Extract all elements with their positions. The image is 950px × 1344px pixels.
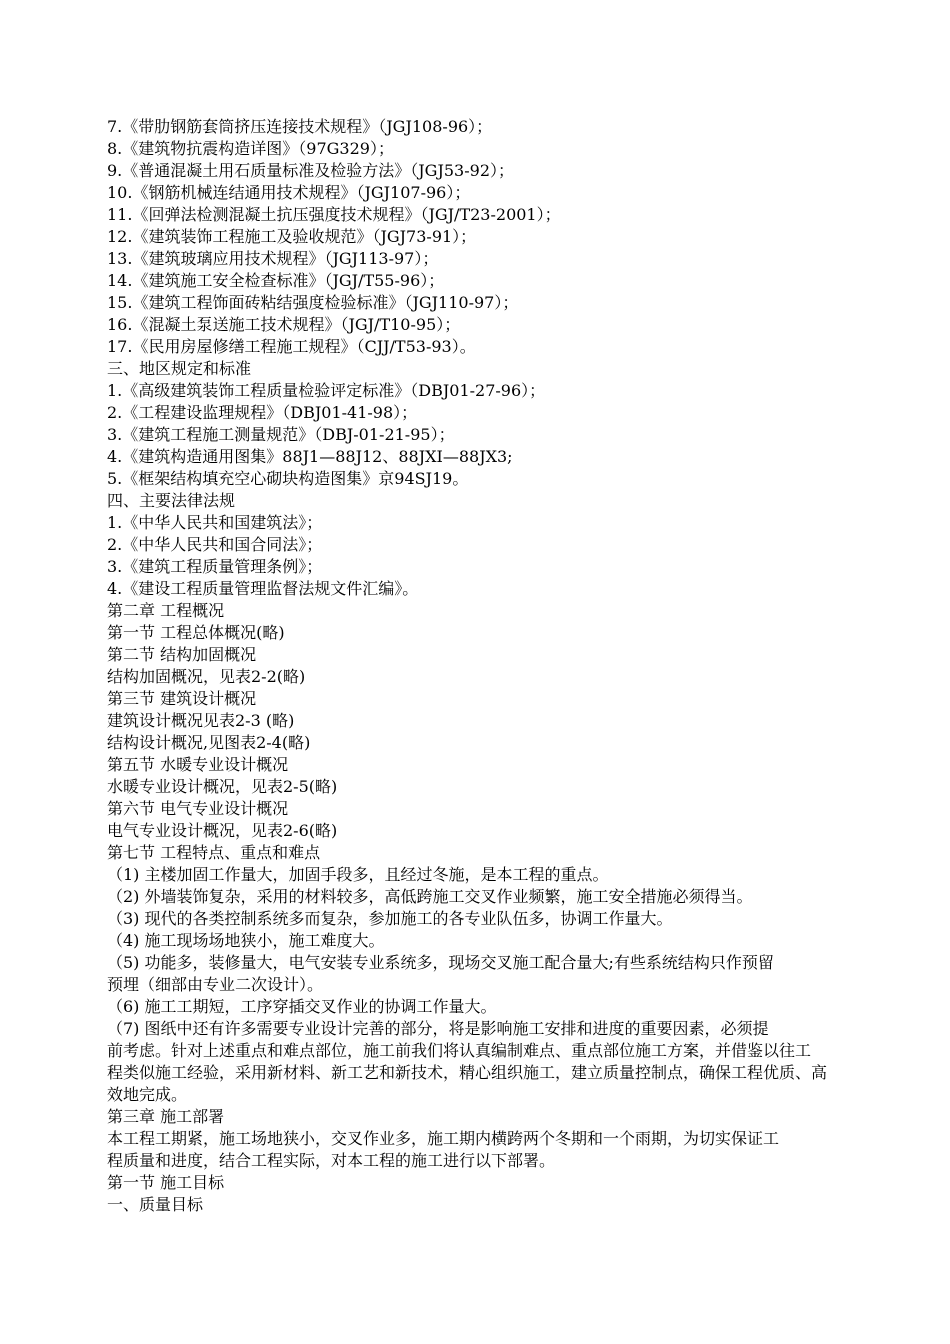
chapter-heading: 第三章 施工部署 [107,1107,225,1126]
text-line: 13.《建筑玻璃应用技术规程》（JGJ113-97）； [107,249,439,268]
text-line: 4.《建设工程质量管理监督法规文件汇编》。 [107,579,419,598]
text-line: 15.《建筑工程饰面砖粘结强度检验标准》（JGJ110-97）； [107,293,519,312]
list-item: （6) 施工工期短，工序穿插交叉作业的协调工作量大。 [107,997,497,1016]
text-line: 1.《中华人民共和国建筑法》； [107,513,323,532]
section-heading: 三、地区规定和标准 [107,359,252,378]
text-line: 7.《带肋钢筋套筒挤压连接技术规程》（JGJ108-96）； [107,117,493,136]
list-item: （3) 现代的各类控制系统多而复杂，参加施工的各专业队伍多，协调工作量大。 [107,909,673,928]
section-heading: 第三节 建筑设计概况 [107,689,257,708]
text-line: 结构设计概况,见图表2-4(略) [107,733,311,752]
text-line: 1.《高级建筑装饰工程质量检验评定标准》（DBJ01-27-96）； [107,381,546,400]
text-line: 17.《民用房屋修缮工程施工规程》（CJJ/T53-93）。 [107,337,476,356]
list-item: （1) 主楼加固工作量大，加固手段多，且经过冬施，是本工程的重点。 [107,865,609,884]
section-heading: 四、主要法律法规 [107,491,236,510]
text-line: 8.《建筑物抗震构造详图》（97G329）； [107,139,394,158]
section-heading: 第五节 水暖专业设计概况 [107,755,289,774]
text-line: 11.《回弹法检测混凝土抗压强度技术规程》（JGJ/T23-2001）； [107,205,561,224]
section-heading: 一、质量目标 [107,1195,204,1214]
text-line: 前考虑。针对上述重点和难点部位，施工前我们将认真编制难点、重点部位施工方案，并借鉴以往工 [107,1041,812,1060]
text-line: 预埋（细部由专业二次设计）。 [107,975,324,994]
section-heading: 第二节 结构加固概况 [107,645,257,664]
text-line: 9.《普通混凝土用石质量标准及检验方法》（JGJ53-92）； [107,161,515,180]
text-line: 3.《建筑工程施工测量规范》（DBJ-01-21-95）； [107,425,455,444]
section-heading: 第一节 工程总体概况(略) [107,623,285,642]
chapter-heading: 第二章 工程概况 [107,601,225,620]
text-line: 建筑设计概况见表2-3 (略) [107,711,295,730]
text-line: 效地完成。 [107,1085,188,1104]
text-line: 结构加固概况，见表2-2(略) [107,667,306,686]
list-item: （5) 功能多，装修量大，电气安装专业系统多，现场交叉施工配合量大;有些系统结构只作预留 [107,953,774,972]
list-item: （2) 外墙装饰复杂，采用的材料较多，高低跨施工交叉作业频繁，施工安全措施必须得当。 [107,887,753,906]
section-heading: 第七节 工程特点、重点和难点 [107,843,321,862]
text-line: 16.《混凝土泵送施工技术规程》（JGJ/T10-95）； [107,315,461,334]
text-line: 3.《建筑工程质量管理条例》； [107,557,323,576]
document-page [107,116,883,1216]
text-line: 电气专业设计概况，见表2-6(略) [107,821,338,840]
section-heading: 第六节 电气专业设计概况 [107,799,289,818]
text-line: 程类似施工经验，采用新材料、新工艺和新技术，精心组织施工，建立质量控制点，确保工程优质、高 [107,1063,828,1082]
text-line: 本工程工期紧，施工场地狭小，交叉作业多，施工期内横跨两个冬期和一个雨期，为切实保证工 [107,1129,780,1148]
text-line: 2.《中华人民共和国合同法》； [107,535,323,554]
list-item: （4) 施工现场场地狭小，施工难度大。 [107,931,385,950]
text-line: 4.《建筑构造通用图集》88J1—88J12、88JXI—88JX3; [107,447,513,466]
text-line: 水暖专业设计概况，见表2-5(略) [107,777,338,796]
text-line: 14.《建筑施工安全检查标准》（JGJ/T55-96）； [107,271,445,290]
text-line: 程质量和进度，结合工程实际，对本工程的施工进行以下部署。 [107,1151,556,1170]
text-line: 5.《框架结构填充空心砌块构造图集》京94SJ19。 [107,469,469,488]
text-line: 2.《工程建设监理规程》（DBJ01-41-98）； [107,403,418,422]
text-line: 10.《钢筋机械连结通用技术规程》（JGJ107-96）； [107,183,471,202]
section-heading: 第一节 施工目标 [107,1173,225,1192]
text-line: 12.《建筑装饰工程施工及验收规范》（JGJ73-91）； [107,227,477,246]
list-item: （7) 图纸中还有许多需要专业设计完善的部分，将是影响施工安排和进度的重要因素，必须提 [107,1019,769,1038]
